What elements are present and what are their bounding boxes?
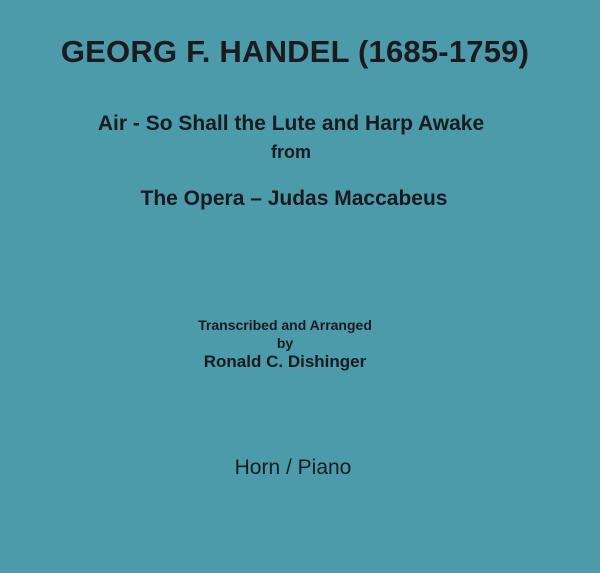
- arrangement-credit-label: Transcribed and Arranged: [198, 317, 372, 333]
- piece-title: Air - So Shall the Lute and Harp Awake: [97, 112, 485, 135]
- composer-heading: GEORG F. HANDEL (1685-1759): [60, 34, 530, 69]
- from-label: from: [271, 142, 311, 162]
- instrumentation-label: Horn / Piano: [234, 456, 352, 479]
- arranger-name: Ronald C. Dishinger: [203, 352, 367, 371]
- opera-title: The Opera – Judas Maccabeus: [140, 187, 448, 210]
- by-label: by: [276, 335, 294, 351]
